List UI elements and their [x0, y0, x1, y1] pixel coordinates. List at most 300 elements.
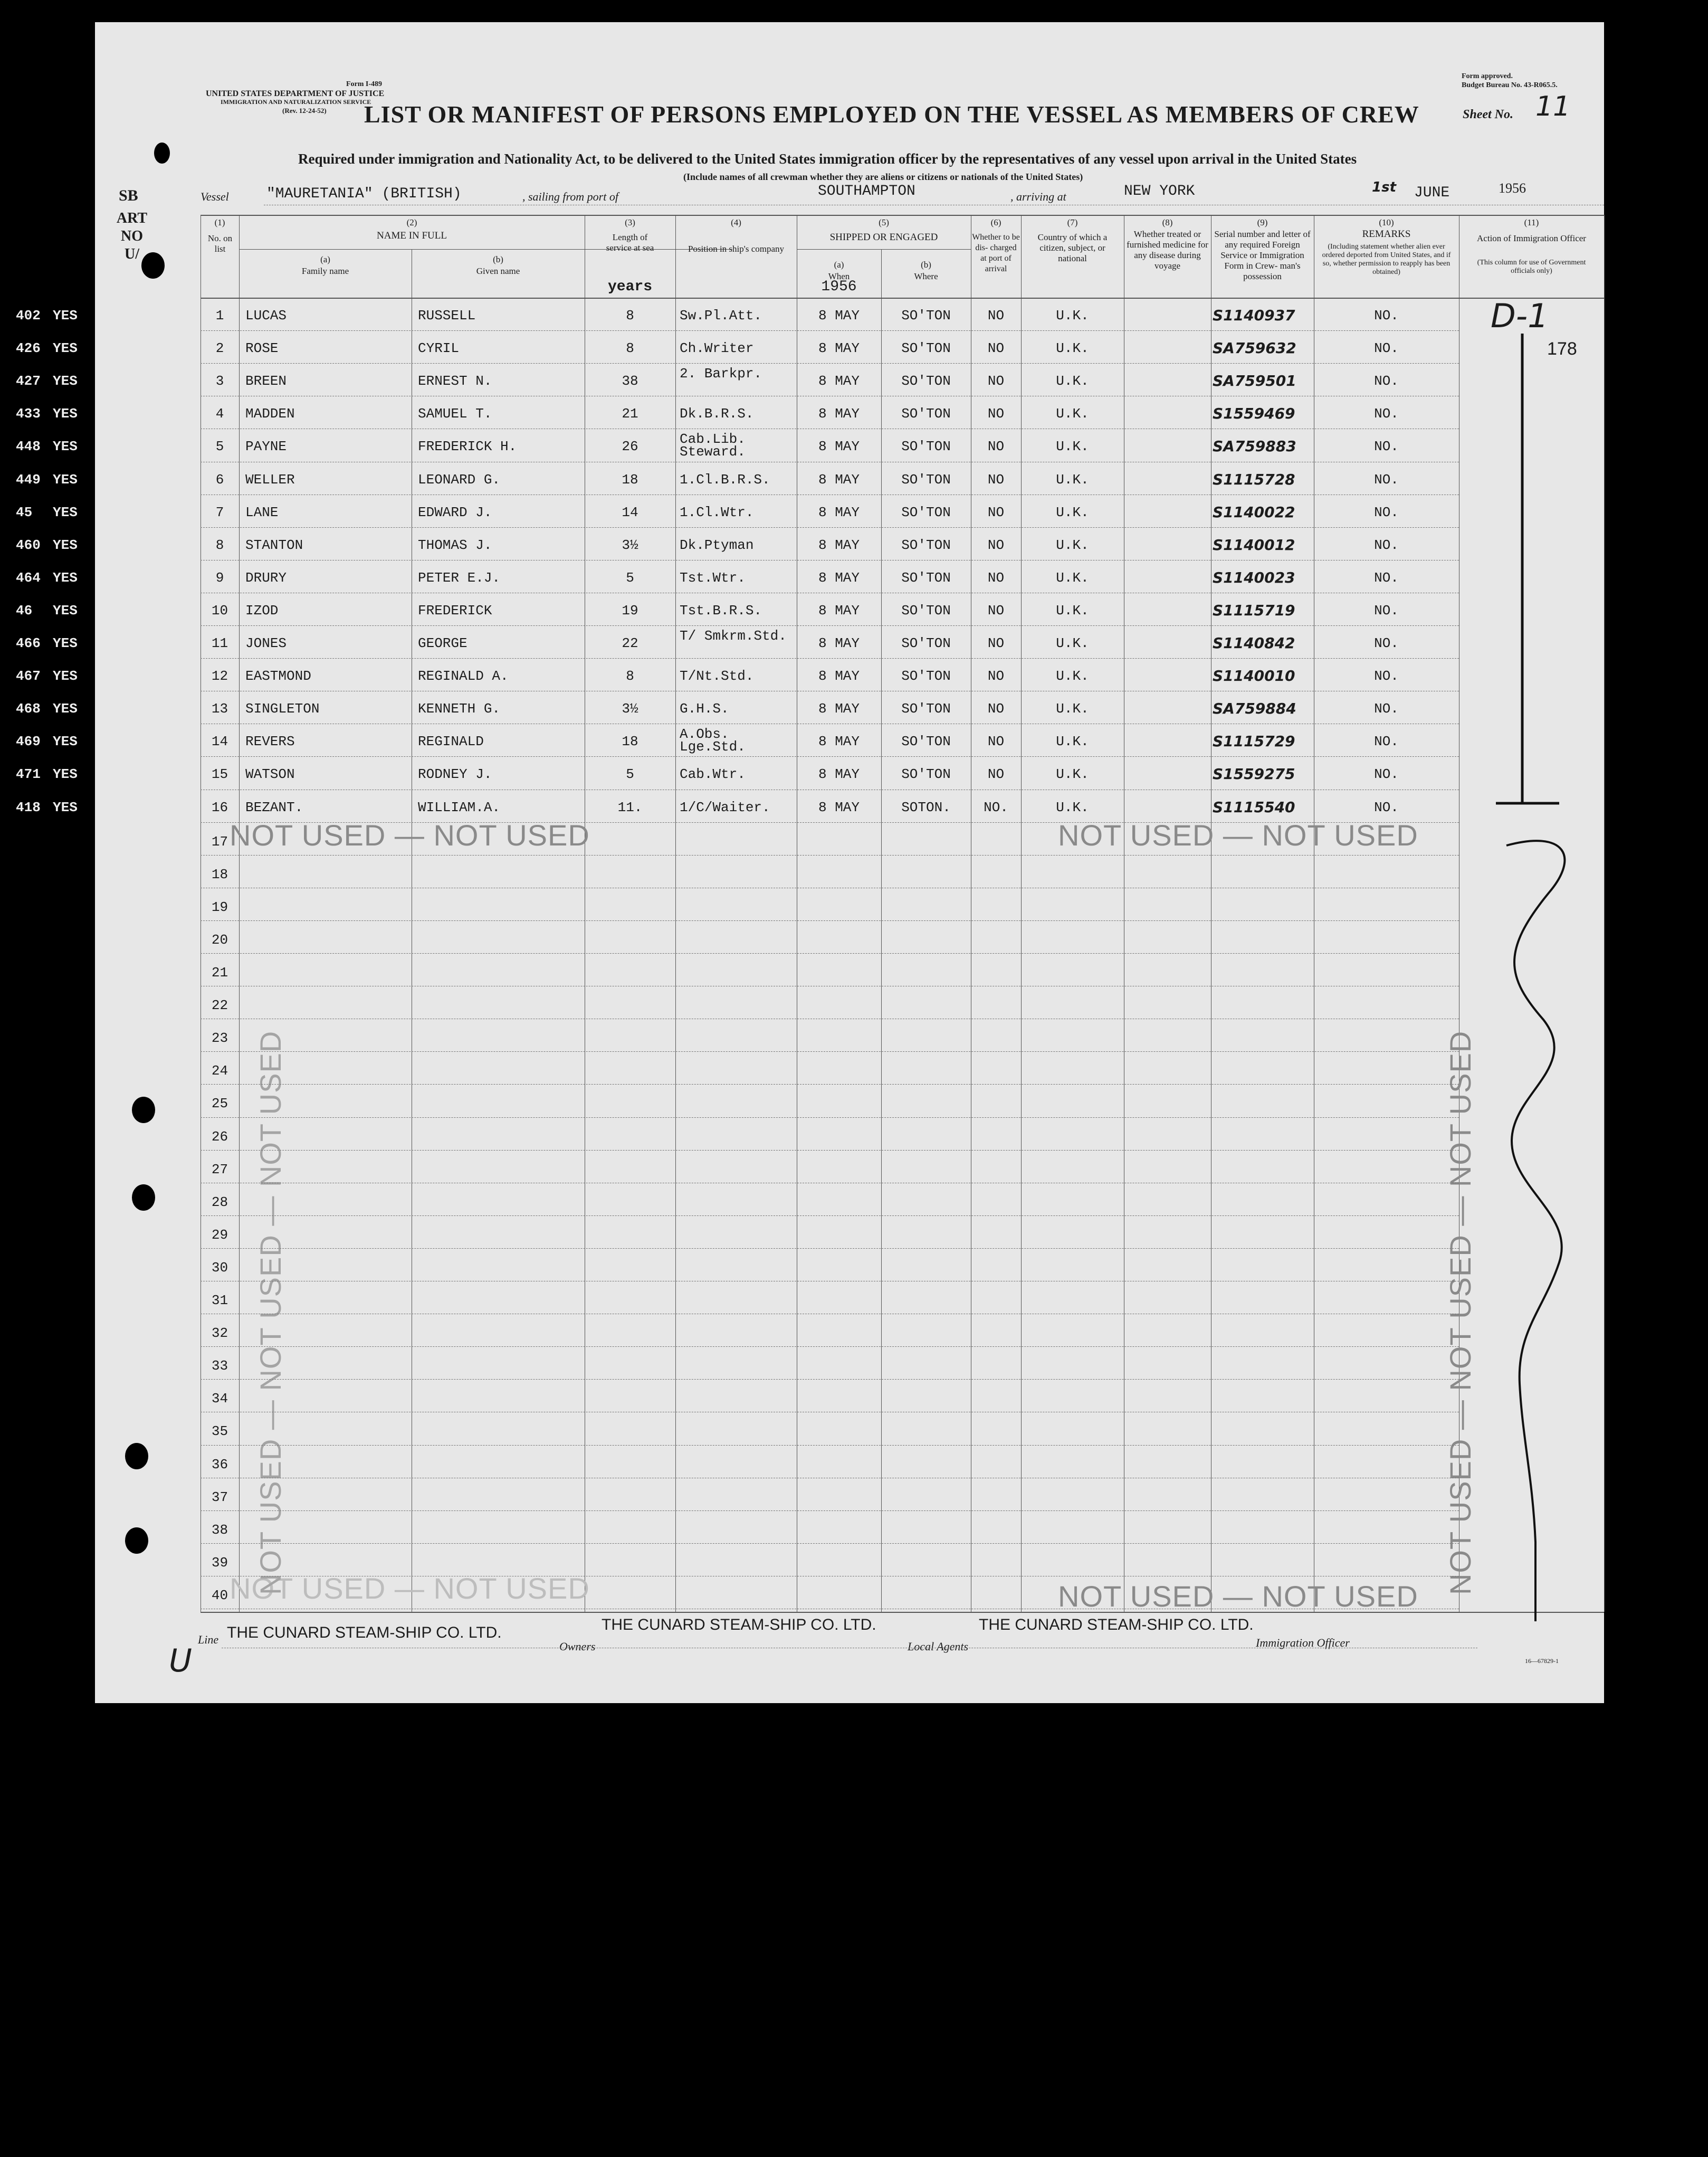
- col5a-num: (a): [834, 260, 844, 270]
- col8-num: (8): [1162, 217, 1173, 227]
- cell-family: SINGLETON: [245, 701, 320, 717]
- empty-row-number: 38: [211, 1522, 228, 1538]
- cell-no: 13: [211, 701, 228, 717]
- cell-family: PAYNE: [245, 439, 287, 454]
- cell-given: GEORGE: [418, 635, 467, 651]
- form-number: Form I-489: [346, 80, 383, 88]
- cell-when: 8 MAY: [818, 668, 860, 684]
- cell-dis: NO: [987, 439, 1005, 454]
- cell-remarks: NO.: [1374, 472, 1399, 488]
- cell-no: 4: [215, 406, 224, 422]
- cell-art: 471: [16, 766, 41, 782]
- cell-pos: 1.Cl.B.R.S.: [680, 472, 770, 488]
- cell-remarks: NO.: [1374, 406, 1399, 422]
- empty-row-number: 31: [211, 1293, 228, 1308]
- cell-country: U.K.: [1056, 373, 1089, 389]
- cell-where: SO'TON: [901, 472, 951, 488]
- cell-yes: YES: [53, 701, 78, 717]
- empty-row-number: 37: [211, 1489, 228, 1505]
- cell-yes: YES: [53, 668, 78, 684]
- cell-remarks: NO.: [1374, 308, 1399, 324]
- cell-art: 468: [16, 701, 41, 717]
- col3-header: Length of service at sea: [606, 232, 654, 253]
- cell-where: SO'TON: [901, 505, 951, 520]
- cell-given: ERNEST N.: [418, 373, 492, 389]
- cell-art: 46: [16, 603, 33, 619]
- cell-family: IZOD: [245, 603, 279, 619]
- col4-header: Position in ship's company: [688, 244, 785, 254]
- cell-when: 8 MAY: [818, 701, 860, 717]
- page-subtitle: Required under immigration and Nationality Act, to be delivered to the United States immigration officer by the representatives of any vessel upon arrival in the United States: [298, 151, 1357, 167]
- cell-yes: YES: [53, 439, 78, 454]
- cell-pos: Dk.Ptyman: [680, 537, 754, 553]
- cell-family: WATSON: [245, 766, 295, 782]
- cell-given: PETER E.J.: [418, 570, 501, 586]
- cell-dis: NO: [987, 570, 1005, 586]
- row-rule: [201, 1117, 1459, 1118]
- cell-family: WELLER: [245, 472, 295, 488]
- arriving-label: , arriving at: [1010, 190, 1066, 203]
- punch-hole: [132, 1184, 155, 1211]
- cell-no: 11: [211, 635, 228, 651]
- cell-where: SO'TON: [901, 635, 951, 651]
- cell-years: 19: [622, 603, 638, 619]
- not-used-stamp: NOT USED — NOT USED: [1058, 819, 1418, 852]
- cell-where: SO'TON: [901, 734, 951, 749]
- cell-country: U.K.: [1056, 472, 1089, 488]
- cell-yes: YES: [53, 505, 78, 520]
- cell-where: SOTON.: [901, 800, 951, 815]
- cell-yes: YES: [53, 734, 78, 749]
- department-label: UNITED STATES DEPARTMENT OF JUSTICE: [206, 89, 385, 98]
- cell-dis: NO: [987, 472, 1005, 488]
- empty-row-number: 36: [211, 1457, 228, 1472]
- cell-yes: YES: [53, 537, 78, 553]
- cell-art: 460: [16, 537, 41, 553]
- cell-family: BEZANT.: [245, 800, 303, 815]
- cell-serial: S1140012: [1213, 536, 1295, 554]
- vessel-name: "MAURETANIA" (BRITISH): [266, 186, 462, 202]
- punch-hole: [132, 1097, 155, 1123]
- port-of-arrival: NEW YORK: [1124, 183, 1195, 199]
- cell-where: SO'TON: [901, 406, 951, 422]
- cell-yes: YES: [53, 340, 78, 356]
- cell-serial: SA759883: [1213, 438, 1296, 455]
- cell-years: 8: [626, 340, 634, 356]
- cell-where: SO'TON: [901, 373, 951, 389]
- cell-when: 8 MAY: [818, 800, 860, 815]
- cell-yes: YES: [53, 308, 78, 324]
- cell-where: SO'TON: [901, 766, 951, 782]
- cell-pos: T/Nt.Std.: [680, 668, 754, 684]
- cell-family: BREEN: [245, 373, 287, 389]
- cell-no: 15: [211, 766, 228, 782]
- col2a-header: Family name: [301, 266, 349, 276]
- cell-years: 11.: [617, 800, 643, 815]
- cell-dis: NO: [987, 668, 1005, 684]
- not-used-stamp-vertical: NOT USED — NOT USED — NOT USED: [1444, 1030, 1477, 1595]
- footer-agents-label: Local Agents: [908, 1640, 969, 1653]
- punch-hole: [125, 1443, 148, 1469]
- row-rule: [201, 756, 1459, 757]
- row-rule: [201, 1051, 1459, 1052]
- cell-given: THOMAS J.: [418, 537, 492, 553]
- cell-remarks: NO.: [1374, 603, 1399, 619]
- cell-country: U.K.: [1056, 734, 1089, 749]
- cell-years: 14: [622, 505, 638, 520]
- col10-header: REMARKS: [1362, 229, 1411, 240]
- cell-serial: S1140010: [1213, 667, 1295, 685]
- cell-when: 8 MAY: [818, 308, 860, 324]
- cell-serial: S1115719: [1213, 602, 1295, 619]
- cell-dis: NO: [987, 373, 1005, 389]
- cell-remarks: NO.: [1374, 505, 1399, 520]
- print-code: 16—67829-1: [1525, 1657, 1559, 1665]
- row-rule: [201, 1543, 1459, 1544]
- cell-no: 7: [215, 505, 224, 520]
- cell-country: U.K.: [1056, 537, 1089, 553]
- cell-country: U.K.: [1056, 635, 1089, 651]
- col6-num: (6): [990, 217, 1001, 227]
- cell-country: U.K.: [1056, 439, 1089, 454]
- years-label: years: [607, 279, 652, 295]
- cell-where: SO'TON: [901, 603, 951, 619]
- cell-years: 22: [622, 635, 638, 651]
- cell-no: 6: [215, 472, 224, 488]
- empty-row-number: 26: [211, 1129, 228, 1145]
- cell-no: 2: [215, 340, 224, 356]
- cell-serial: S1140842: [1213, 634, 1295, 652]
- empty-row-number: 23: [211, 1030, 228, 1046]
- cell-where: SO'TON: [901, 308, 951, 324]
- col11-note: (This column for use of Government officials only): [1477, 259, 1586, 275]
- table-top-rule: [201, 215, 1604, 216]
- cell-family: EASTMOND: [245, 668, 311, 684]
- empty-row-number: 22: [211, 997, 228, 1013]
- empty-row-number: 18: [211, 867, 228, 882]
- shipped-year: 1956: [821, 279, 857, 295]
- cell-family: ROSE: [245, 340, 279, 356]
- cell-where: SO'TON: [901, 570, 951, 586]
- row-rule: [201, 527, 1459, 528]
- cell-given: KENNETH G.: [418, 701, 501, 717]
- empty-row-number: 20: [211, 932, 228, 948]
- cell-when: 8 MAY: [818, 340, 860, 356]
- cell-given: SAMUEL T.: [418, 406, 492, 422]
- footer-line-label: Line: [198, 1633, 219, 1646]
- cell-pos: T/ Smkrm.Std.: [680, 628, 787, 644]
- col1-num: (1): [214, 217, 225, 227]
- empty-row-number: 29: [211, 1227, 228, 1243]
- sailing-label: , sailing from port of: [522, 190, 618, 203]
- col7-header: Country of which a citizen, subject, or national: [1037, 232, 1108, 263]
- cell-when: 8 MAY: [818, 472, 860, 488]
- col-line: [1021, 215, 1022, 1612]
- col5b-num: (b): [921, 260, 931, 270]
- manifest-sheet: [16, 22, 1604, 1703]
- cell-dis: NO: [987, 308, 1005, 324]
- vessel-label: Vessel: [201, 190, 229, 203]
- cell-remarks: NO.: [1374, 668, 1399, 684]
- cell-when: 8 MAY: [818, 439, 860, 454]
- cell-dis: NO: [987, 635, 1005, 651]
- cell-country: U.K.: [1056, 308, 1089, 324]
- action-count: 178: [1547, 339, 1577, 359]
- cell-art: 418: [16, 800, 41, 815]
- cell-serial: S1115540: [1213, 799, 1295, 816]
- cell-country: U.K.: [1056, 668, 1089, 684]
- cell-art: 469: [16, 734, 41, 749]
- col6-header: Whether to be dis- charged at port of arrival: [972, 233, 1020, 273]
- cell-where: SO'TON: [901, 668, 951, 684]
- cell-remarks: NO.: [1374, 766, 1399, 782]
- col9-header: Serial number and letter of any required Foreign Service or Immigration Form in Crew- man's possession: [1214, 229, 1311, 281]
- cell-years: 21: [622, 406, 638, 422]
- col5-header: SHIPPED OR ENGAGED: [829, 232, 938, 243]
- not-used-stamp: NOT USED — NOT USED: [230, 1572, 590, 1605]
- col2a-num: (a): [320, 254, 330, 264]
- cell-given: FREDERICK: [418, 603, 492, 619]
- row-rule: [201, 1379, 1459, 1380]
- cell-where: SO'TON: [901, 701, 951, 717]
- empty-row-number: 28: [211, 1194, 228, 1210]
- col-line: [881, 249, 882, 1612]
- not-used-stamp: NOT USED — NOT USED: [1058, 1580, 1418, 1613]
- col8-header: Whether treated or furnished medicine for any disease during voyage: [1127, 229, 1208, 271]
- cell-no: 1: [215, 308, 224, 324]
- cell-remarks: NO.: [1374, 800, 1399, 815]
- cell-no: 10: [211, 603, 228, 619]
- col9-num: (9): [1257, 217, 1268, 227]
- empty-row-number: 35: [211, 1423, 228, 1439]
- cell-no: 8: [215, 537, 224, 553]
- cell-art: 448: [16, 439, 41, 454]
- cell-country: U.K.: [1056, 603, 1089, 619]
- footer-owners-label: Owners: [559, 1640, 596, 1653]
- cell-years: 3½: [622, 701, 638, 717]
- cell-when: 8 MAY: [818, 505, 860, 520]
- cell-art: 449: [16, 472, 41, 488]
- row-rule: [201, 1248, 1459, 1249]
- cell-art: 45: [16, 505, 33, 520]
- row-rule: [201, 1215, 1459, 1216]
- cell-pos: Dk.B.R.S.: [680, 406, 754, 422]
- action-annotation: D-1: [1491, 297, 1549, 335]
- cell-when: 8 MAY: [818, 373, 860, 389]
- row-rule: [201, 363, 1459, 364]
- empty-row-number: 21: [211, 965, 228, 981]
- not-used-stamp: NOT USED — NOT USED: [230, 819, 590, 852]
- cell-no: 12: [211, 668, 228, 684]
- cell-dis: NO: [987, 340, 1005, 356]
- cell-art: 464: [16, 570, 41, 586]
- empty-row-number: 32: [211, 1325, 228, 1341]
- cell-pos: 1.Cl.Wtr.: [680, 505, 754, 520]
- port-of-departure: SOUTHAMPTON: [818, 183, 915, 199]
- arrival-month: JUNE: [1414, 185, 1450, 201]
- cell-country: U.K.: [1056, 340, 1089, 356]
- col5-num: (5): [879, 217, 889, 227]
- cell-when: 8 MAY: [818, 734, 860, 749]
- cell-serial: S1559469: [1213, 405, 1295, 422]
- empty-row-number: 17: [211, 834, 228, 850]
- cell-yes: YES: [53, 472, 78, 488]
- cell-dis: NO: [987, 734, 1005, 749]
- cell-remarks: NO.: [1374, 701, 1399, 717]
- row-rule: [201, 953, 1459, 954]
- cell-when: 8 MAY: [818, 570, 860, 586]
- service-label: IMMIGRATION AND NATURALIZATION SERVICE: [221, 98, 371, 106]
- footer-officer-label: Immigration Officer: [1256, 1636, 1350, 1649]
- margin-mark: U: [169, 1642, 192, 1679]
- col1-header: No. on list: [207, 233, 233, 254]
- cell-family: STANTON: [245, 537, 303, 553]
- cell-when: 8 MAY: [818, 603, 860, 619]
- cell-serial: S1140023: [1213, 569, 1295, 586]
- col11-num: (11): [1524, 217, 1539, 227]
- row-rule: [201, 1346, 1459, 1347]
- empty-row-number: 40: [211, 1588, 228, 1603]
- cell-dis: NO: [987, 537, 1005, 553]
- cell-serial: SA759632: [1213, 339, 1296, 357]
- cell-country: U.K.: [1056, 766, 1089, 782]
- col10-num: (10): [1379, 217, 1394, 227]
- col11-header: Action of Immigration Officer: [1477, 233, 1586, 243]
- punch-hole: [141, 252, 165, 279]
- col-line: [239, 215, 240, 1612]
- empty-row-number: 30: [211, 1260, 228, 1276]
- cell-yes: YES: [53, 570, 78, 586]
- cell-years: 8: [626, 308, 634, 324]
- row-rule: [201, 1510, 1459, 1511]
- row-rule: [201, 855, 1459, 856]
- col-line: [675, 215, 676, 1612]
- cell-country: U.K.: [1056, 406, 1089, 422]
- cell-pos: Cab.Lib. Steward.: [680, 431, 746, 460]
- cell-years: 18: [622, 734, 638, 749]
- cell-family: JONES: [245, 635, 287, 651]
- cell-yes: YES: [53, 406, 78, 422]
- cell-where: SO'TON: [901, 340, 951, 356]
- cell-country: U.K.: [1056, 701, 1089, 717]
- cell-yes: YES: [53, 373, 78, 389]
- col4-num: (4): [731, 217, 741, 227]
- col3-num: (3): [625, 217, 635, 227]
- cell-serial: SA759884: [1213, 700, 1296, 717]
- cell-pos: Tst.Wtr.: [680, 570, 746, 586]
- sb-label: SB: [119, 187, 138, 204]
- action-bracket-line: [1459, 318, 1604, 1627]
- cell-when: 8 MAY: [818, 406, 860, 422]
- cell-given: RUSSELL: [418, 308, 476, 324]
- shipped-subheader-rule: [797, 249, 971, 250]
- cell-yes: YES: [53, 766, 78, 782]
- empty-row-number: 34: [211, 1391, 228, 1407]
- cell-country: U.K.: [1056, 505, 1089, 520]
- row-rule: [201, 920, 1459, 921]
- col5a-header: When: [828, 271, 850, 281]
- cell-serial: S1140937: [1213, 307, 1295, 324]
- cell-serial: S1140022: [1213, 503, 1295, 521]
- not-used-stamp-vertical: NOT USED — NOT USED — NOT USED: [254, 1030, 287, 1595]
- cell-pos: 1/C/Waiter.: [680, 800, 770, 815]
- punch-hole: [125, 1527, 148, 1554]
- cell-remarks: NO.: [1374, 570, 1399, 586]
- art-no-label: ART NO U/: [116, 210, 148, 262]
- cell-remarks: NO.: [1374, 537, 1399, 553]
- cell-remarks: NO.: [1374, 439, 1399, 454]
- cell-remarks: NO.: [1374, 734, 1399, 749]
- row-rule: [201, 1445, 1459, 1446]
- cell-serial: S1115729: [1213, 733, 1295, 750]
- col7-num: (7): [1067, 217, 1078, 227]
- form-approved: Form approved.: [1462, 72, 1513, 80]
- sheet-label: Sheet No.: [1463, 108, 1513, 121]
- cell-family: REVERS: [245, 734, 295, 749]
- cell-family: LUCAS: [245, 308, 287, 324]
- cell-pos: G.H.S.: [680, 701, 729, 717]
- cell-remarks: NO.: [1374, 635, 1399, 651]
- sheet-number: 11: [1535, 91, 1571, 122]
- col2-num: (2): [406, 217, 417, 227]
- cell-given: LEONARD G.: [418, 472, 501, 488]
- cell-years: 38: [622, 373, 638, 389]
- cell-family: MADDEN: [245, 406, 295, 422]
- cell-art: 402: [16, 308, 41, 324]
- col2b-header: Given name: [476, 266, 520, 276]
- cell-family: DRURY: [245, 570, 287, 586]
- cell-no: 5: [215, 439, 224, 454]
- cell-dis: NO: [987, 701, 1005, 717]
- row-rule: [201, 625, 1459, 626]
- cell-years: 26: [622, 439, 638, 454]
- empty-row-number: 27: [211, 1162, 228, 1177]
- cell-yes: YES: [53, 635, 78, 651]
- cell-art: 466: [16, 635, 41, 651]
- cell-when: 8 MAY: [818, 635, 860, 651]
- empty-row-number: 25: [211, 1096, 228, 1111]
- cell-given: REGINALD A.: [418, 668, 509, 684]
- row-rule: [201, 1084, 1459, 1085]
- cell-yes: YES: [53, 603, 78, 619]
- cell-remarks: NO.: [1374, 373, 1399, 389]
- cell-dis: NO: [987, 505, 1005, 520]
- arrival-year: 1956: [1499, 180, 1526, 196]
- cell-years: 8: [626, 668, 634, 684]
- page-subsubtitle: (Include names of all crewman whether they are aliens or citizens or nationals of the United States): [683, 172, 1083, 182]
- budget-bureau: Budget Bureau No. 43-R065.5.: [1462, 81, 1558, 89]
- cell-dis: NO.: [984, 800, 1008, 815]
- row-rule: [201, 658, 1459, 659]
- cell-pos: 2. Barkpr.: [680, 366, 762, 382]
- cell-when: 8 MAY: [818, 766, 860, 782]
- cell-given: EDWARD J.: [418, 505, 492, 520]
- empty-row-number: 33: [211, 1358, 228, 1374]
- cell-no: 9: [215, 570, 224, 586]
- cell-years: 5: [626, 570, 634, 586]
- row-rule: [201, 1150, 1459, 1151]
- footer-line-value: THE CUNARD STEAM-SHIP CO. LTD.: [227, 1624, 502, 1641]
- cell-remarks: NO.: [1374, 340, 1399, 356]
- row-rule: [201, 822, 1459, 823]
- cell-family: LANE: [245, 505, 279, 520]
- cell-given: RODNEY J.: [418, 766, 492, 782]
- row-rule: [201, 330, 1459, 331]
- cell-no: 16: [211, 800, 228, 815]
- punch-hole: [154, 142, 170, 164]
- cell-art: 433: [16, 406, 41, 422]
- cell-serial: S1115728: [1213, 471, 1295, 488]
